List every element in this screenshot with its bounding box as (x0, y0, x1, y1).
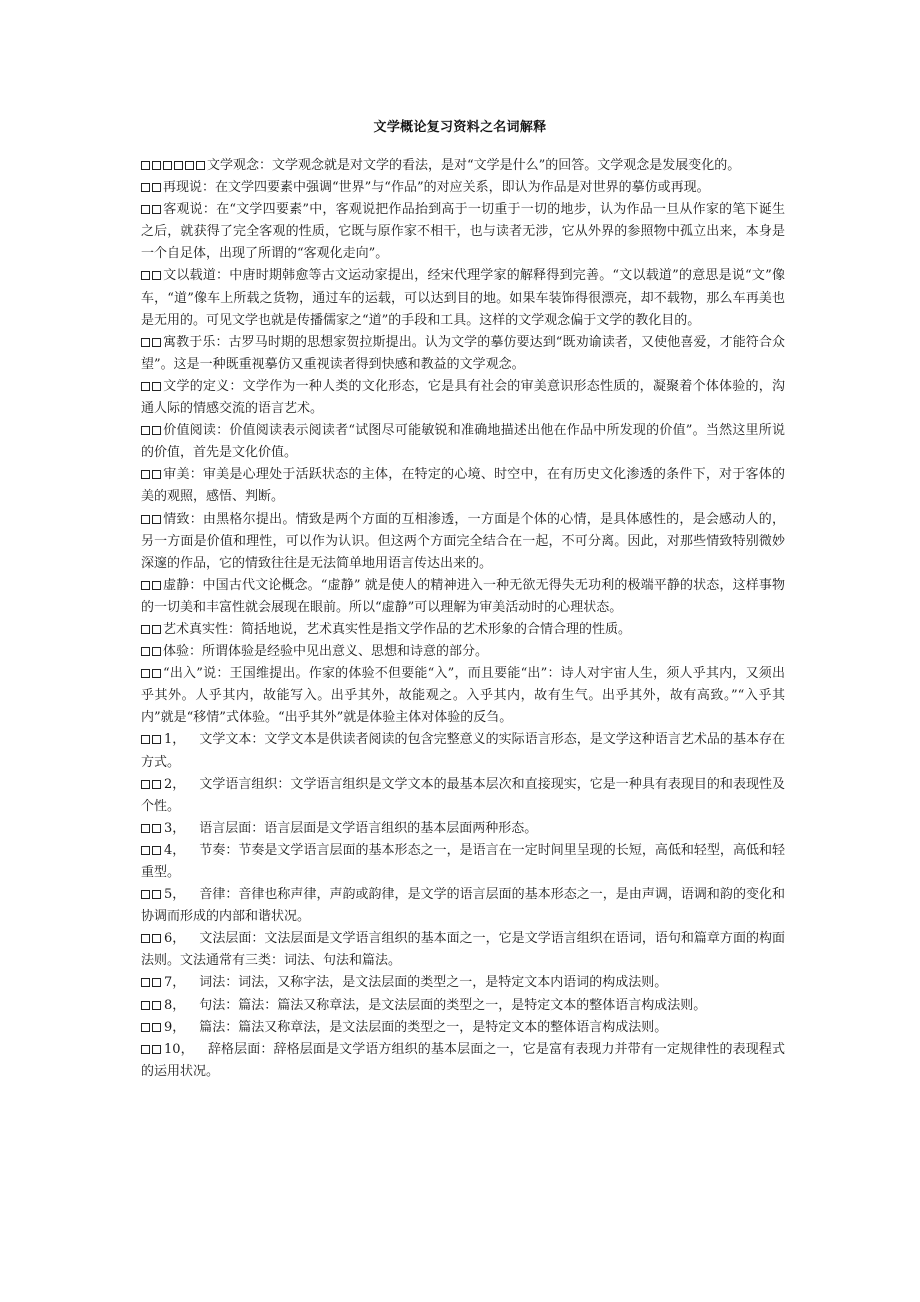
item-number: 4， (164, 842, 186, 858)
missing-glyph-box-icon (141, 669, 150, 678)
definition-paragraph (141, 420, 785, 464)
paragraph-text: 文学的定义：文学作为一种人类的文化形态，它是具有社会的审美意识形态性质的，凝聚着个体体验的，沟通人际的情感交流的语言艺术。 (141, 378, 785, 417)
missing-glyph-box-icon (152, 426, 161, 435)
missing-glyph-box-icon (152, 1023, 161, 1032)
missing-glyph-box-icon (141, 735, 150, 744)
missing-glyph-box-icon (141, 978, 150, 987)
missing-glyph-box-icon (152, 669, 161, 678)
definition-paragraph (141, 995, 785, 1017)
paragraph-text: 价值阅读：价值阅读表示阅读者“试图尽可能敏锐和准确地描述出他在作品中所发现的价值”。当然这里所说的价值，首先是文化价值。 (141, 423, 785, 461)
definition-paragraph (141, 1039, 785, 1083)
missing-glyph-box-icon (152, 271, 161, 280)
missing-glyph-box-icon (141, 846, 150, 855)
missing-glyph-box-icon (141, 183, 150, 192)
missing-glyph-box-icon (141, 625, 150, 634)
paragraph-text: 再现说：在文学四要素中强调“世界”与“作品”的对应关系，即认为作品是对世界的摹仿或再现。 (163, 180, 710, 196)
missing-glyph-box-icon (152, 581, 161, 590)
missing-glyph-box-icon (152, 735, 161, 744)
missing-glyph-box-icon (141, 470, 150, 479)
missing-glyph-box-icon (141, 1045, 150, 1054)
missing-glyph-box-icon (152, 470, 161, 479)
missing-glyph-box-icon (163, 161, 172, 170)
definition-paragraph (141, 575, 785, 619)
definition-paragraph (141, 376, 785, 420)
missing-glyph-box-icon (152, 846, 161, 855)
missing-glyph-box-icon (141, 382, 150, 391)
missing-glyph-box-icon (141, 205, 150, 214)
definition-paragraph (141, 818, 785, 840)
item-number: 2， (164, 776, 186, 792)
item-number: 6， (164, 931, 186, 947)
definition-paragraph (141, 663, 785, 729)
document-body (141, 155, 785, 1083)
missing-glyph-box-icon (141, 338, 150, 347)
paragraph-text: 节奏：节奏是文学语言层面的基本形态之一，是语言在一定时间里呈现的长短，高低和轻型，高低和轻重型。 (141, 842, 785, 880)
paragraph-text: 艺术真实性：简括地说，艺术真实性是指文学作品的艺术形象的合情合理的性质。 (163, 621, 632, 637)
definition-paragraph (141, 774, 785, 818)
definition-paragraph (141, 332, 785, 376)
paragraph-text: 虚静：中国古代文论概念。“虚静” 就是使人的精神进入一种无欲无得失无功利的极端平静的状态，这样事物的一切美和丰富性就会展现在眼前。所以“虚静”可以理解为审美活动时的心理状态。 (141, 577, 785, 615)
paragraph-text: 音律：音律也称声律，声韵或韵律，是文学的语言层面的基本形态之一，是由声调，语调和韵的变化和协调而形成的内部和谐状况。 (141, 887, 785, 925)
missing-glyph-box-icon (141, 890, 150, 899)
paragraph-text: 篇法：篇法又称章法，是文法层面的类型之一，是特定文本的整体语言构成法则。 (199, 1019, 668, 1035)
paragraph-text: 文学文本：文学文本是供读者阅读的包含完整意义的实际语言形态，是文学这种语言艺术品的基本存在方式。 (141, 732, 785, 770)
definition-paragraph (141, 840, 785, 884)
definition-paragraph (141, 265, 785, 331)
missing-glyph-box-icon (152, 625, 161, 634)
item-number: 9， (164, 1019, 186, 1035)
missing-glyph-box-icon (141, 780, 150, 789)
paragraph-text: 句法：篇法：篇法又称章法，是文法层面的类型之一，是特定文本的整体语言构成法则。 (199, 997, 707, 1013)
definition-paragraph (141, 199, 785, 265)
missing-glyph-box-icon (141, 934, 150, 943)
definition-paragraph (141, 509, 785, 575)
paragraph-text: 情致：由黑格尔提出。情致是两个方面的互相渗透，一方面是个体的心情，是具体感性的，是会感动人的，另一方面是价值和理性，可以作为认识。但这两个方面完全结合在一起，不可分离。因此，对那些情致特别微妙深邃的作品，它的情致往往是无法简单地用语言传达出来的。 (141, 511, 785, 571)
missing-glyph-box-icon (152, 205, 161, 214)
missing-glyph-box-icon (141, 581, 150, 590)
missing-glyph-box-icon (152, 338, 161, 347)
item-number: 5， (164, 887, 186, 903)
missing-glyph-box-icon (141, 647, 150, 656)
definition-paragraph (141, 641, 785, 663)
missing-glyph-box-icon (152, 647, 161, 656)
paragraph-text: 寓教于乐：古罗马时期的思想家贺拉斯提出。认为文学的摹仿要达到“既劝谕读者，又使他喜爱，才能符合众望”。这是一种既重视摹仿又重视读者得到快感和教益的文学观念。 (141, 334, 785, 372)
missing-glyph-box-icon (141, 161, 150, 170)
missing-glyph-box-icon (152, 824, 161, 833)
item-number: 7， (164, 975, 186, 991)
document-title: 文学概论复习资料之名词解释 (373, 120, 547, 135)
paragraph-text: 体验：所谓体验是经验中见出意义、思想和诗意的部分。 (163, 644, 489, 660)
item-number: 3， (164, 820, 186, 836)
item-number: 8， (164, 997, 186, 1013)
item-number: 10， (164, 1041, 194, 1057)
missing-glyph-box-icon (174, 161, 183, 170)
definition-paragraph (141, 928, 785, 972)
missing-glyph-box-icon (152, 978, 161, 987)
definition-paragraph (141, 177, 785, 199)
missing-glyph-box-icon (141, 426, 150, 435)
missing-glyph-box-icon (141, 515, 150, 524)
item-number: 1， (164, 732, 186, 748)
paragraph-text: 客观说：在“文学四要素”中，客观说把作品抬到高于一切重于一切的地步，认为作品一旦从作家的笔下诞生之后，就获得了完全客观的性质，它既与原作家不相干，也与读者无涉，它从外界的参照物中孤立出来，本身是一个自足体，出现了所谓的“客观化走向”。 (141, 202, 785, 262)
paragraph-text: 词法：词法，又称字法，是文法层面的类型之一，是特定文本内语词的构成法则。 (199, 975, 668, 991)
definition-paragraph (141, 884, 785, 928)
missing-glyph-box-icon (152, 1045, 161, 1054)
missing-glyph-box-icon (152, 890, 161, 899)
missing-glyph-box-icon (152, 780, 161, 789)
paragraph-text: 文学语言组织：文学语言组织是文学文本的最基本层次和直接现实，它是一种具有表现目的和表现性及个性。 (141, 776, 785, 814)
definition-paragraph (141, 972, 785, 994)
missing-glyph-box-icon (141, 824, 150, 833)
definition-paragraph (141, 464, 785, 508)
missing-glyph-box-icon (141, 1001, 150, 1010)
paragraph-text: “出入”说：王国维提出。作家的体验不但要能“入”，而且要能“出”：诗人对宇宙人生，须人乎其内，又须出乎其外。人乎其内，故能写入。出乎其外，故能观之。入乎其内，故有生气。出乎其外，故有高致。”“入乎其内”就是“移情”式体验。“出乎其外”就是体验主体对体验的反刍。 (141, 666, 785, 726)
missing-glyph-box-icon (152, 161, 161, 170)
paragraph-text: 文以载道：中唐时期韩愈等古文运动家提出，经宋代理学家的解释得到完善。“文以载道”的意思是说“文”像车，“道”像车上所载之货物，通过车的运载，可以达到目的地。如果车装饰得很漂亮，却不载物，那么车再美也是无用的。可见文学也就是传播儒家之“道”的手段和工具。这样的文学观念偏于文学的教化目的。 (141, 268, 785, 328)
paragraph-text: 文法层面：文法层面是文学语言组织的基本面之一，它是文学语言组织在语词，语句和篇章方面的构面法则。文法通常有三类：词法、句法和篇法。 (141, 931, 785, 969)
definition-paragraph (141, 619, 785, 641)
missing-glyph-box-icon (141, 271, 150, 280)
paragraph-text: 辞格层面：辞格层面是文学语方组织的基本层面之一，它是富有表现力并带有一定规律性的表现程式的运用状况。 (141, 1041, 785, 1079)
missing-glyph-box-icon (196, 161, 205, 170)
paragraph-text: 审美：审美是心理处于活跃状态的主体，在特定的心境、时空中，在有历史文化渗透的条件下，对于客体的美的观照，感悟、判断。 (141, 467, 785, 505)
missing-glyph-box-icon (185, 161, 194, 170)
missing-glyph-box-icon (152, 382, 161, 391)
definition-paragraph (141, 155, 785, 177)
paragraph-text: 文学观念：文学观念就是对文学的看法，是对“文学是什么”的回答。文学观念是发展变化的。 (207, 158, 741, 173)
missing-glyph-box-icon (152, 934, 161, 943)
missing-glyph-box-icon (141, 1023, 150, 1032)
definition-paragraph (141, 729, 785, 773)
paragraph-text: 语言层面：语言层面是文学语言组织的基本层面两种形态。 (199, 820, 538, 836)
definition-paragraph (141, 1017, 785, 1039)
missing-glyph-box-icon (152, 183, 161, 192)
missing-glyph-box-icon (152, 515, 161, 524)
missing-glyph-box-icon (152, 1001, 161, 1010)
